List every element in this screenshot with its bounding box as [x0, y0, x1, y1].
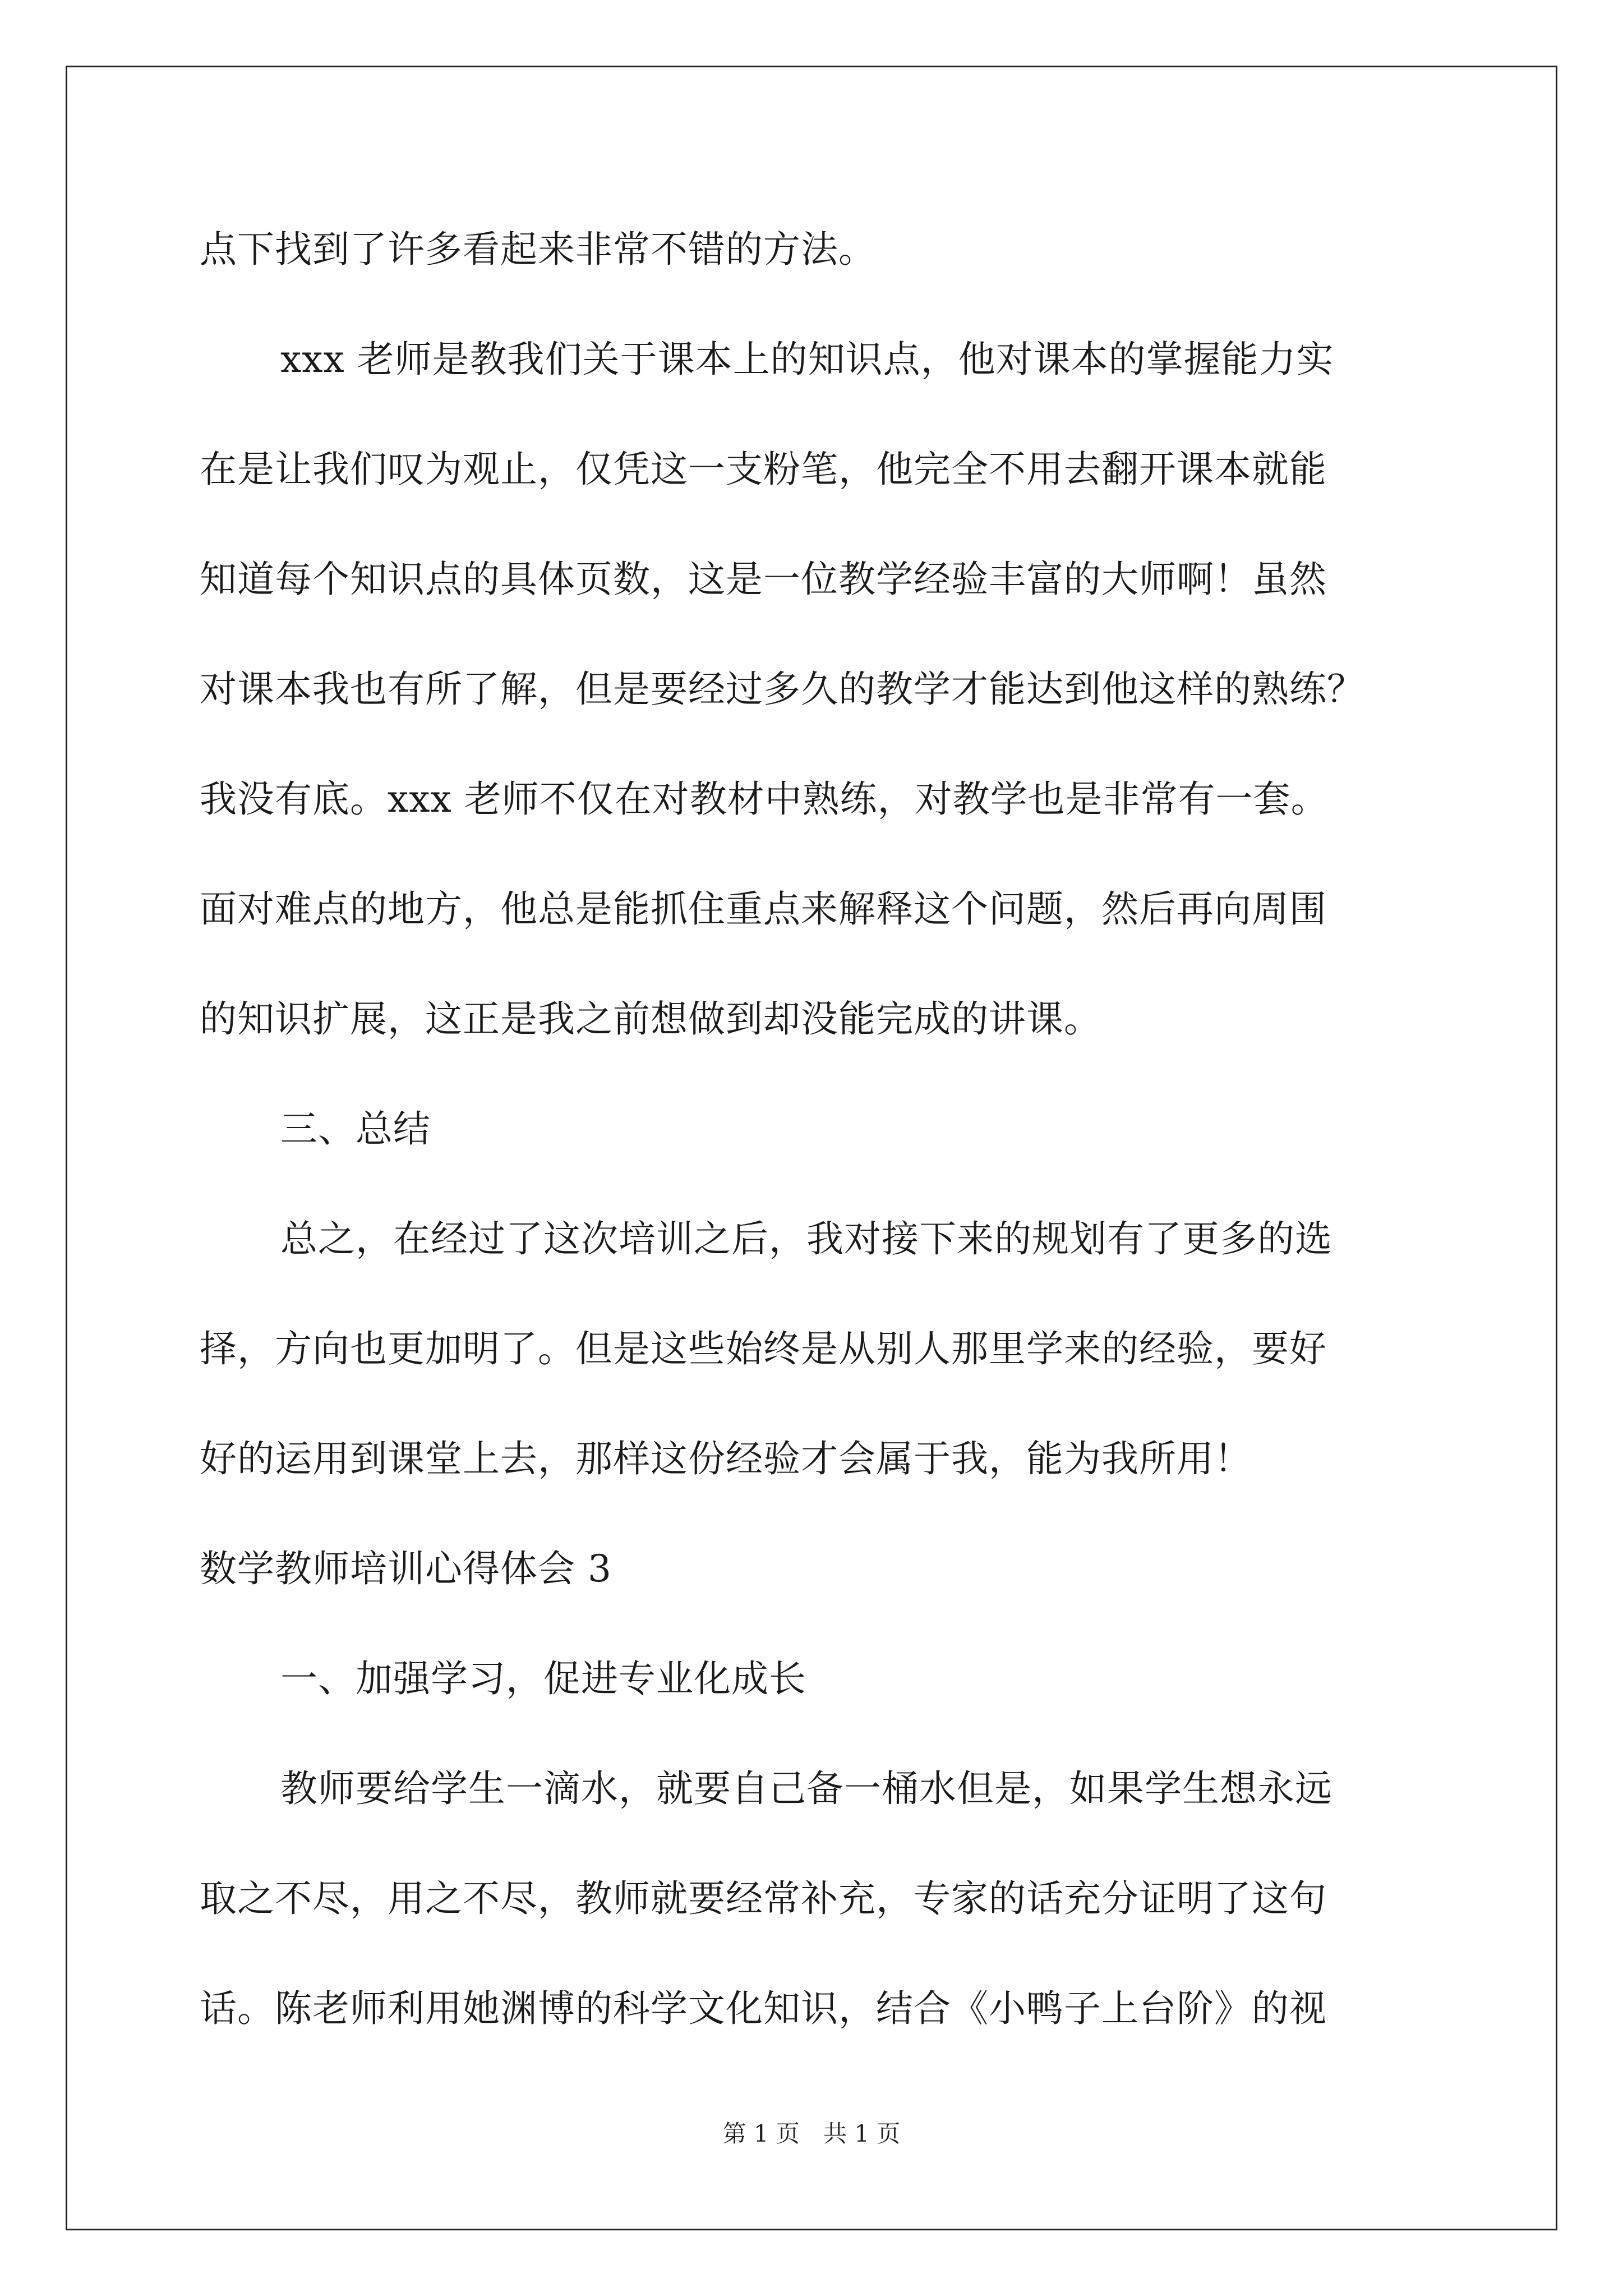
body-line: 择，方向也更加明了。但是这些始终是从别人那里学来的经验，要好 [200, 1327, 1327, 1370]
body-line: 对课本我也有所了解，但是要经过多久的教学才能达到他这样的熟练？ [200, 668, 1364, 711]
body-line: 知道每个知识点的具体页数，这是一位教学经验丰富的大师啊！虽然 [200, 558, 1327, 601]
section-heading: 一、加强学习，促进专业化成长 [280, 1657, 806, 1700]
body-line: 面对难点的地方，他总是能抓住重点来解释这个问题，然后再向周围 [200, 887, 1327, 931]
article-title: 数学教师培训心得体会 3 [200, 1547, 612, 1590]
body-line: 总之，在经过了这次培训之后，我对接下来的规划有了更多的选 [280, 1217, 1332, 1260]
body-line: 点下找到了许多看起来非常不错的方法。 [200, 228, 876, 271]
body-line: xxx 老师是教我们关于课本上的知识点，他对课本的掌握能力实 [280, 338, 1334, 381]
body-line: 我没有底。xxx 老师不仅在对教材中熟练，对教学也是非常有一套。 [200, 777, 1329, 821]
body-line: 取之不尽，用之不尽，教师就要经常补充，专家的话充分证明了这句 [200, 1877, 1327, 1920]
body-line: 在是让我们叹为观止，仅凭这一支粉笔，他完全不用去翻开课本就能 [200, 448, 1327, 491]
body-line: 教师要给学生一滴水，就要自己备一桶水但是，如果学生想永远 [280, 1767, 1332, 1810]
body-line: 话。陈老师利用她渊博的科学文化知识，结合《小鸭子上台阶》的视 [200, 1987, 1327, 2030]
body-line: 好的运用到课堂上去，那样这份经验才会属于我，能为我所用！ [200, 1437, 1252, 1480]
section-heading: 三、总结 [280, 1107, 431, 1151]
page-footer: 第 1 页 共 1 页 [722, 2120, 901, 2147]
body-line: 的知识扩展，这正是我之前想做到却没能完成的讲课。 [200, 997, 1101, 1041]
